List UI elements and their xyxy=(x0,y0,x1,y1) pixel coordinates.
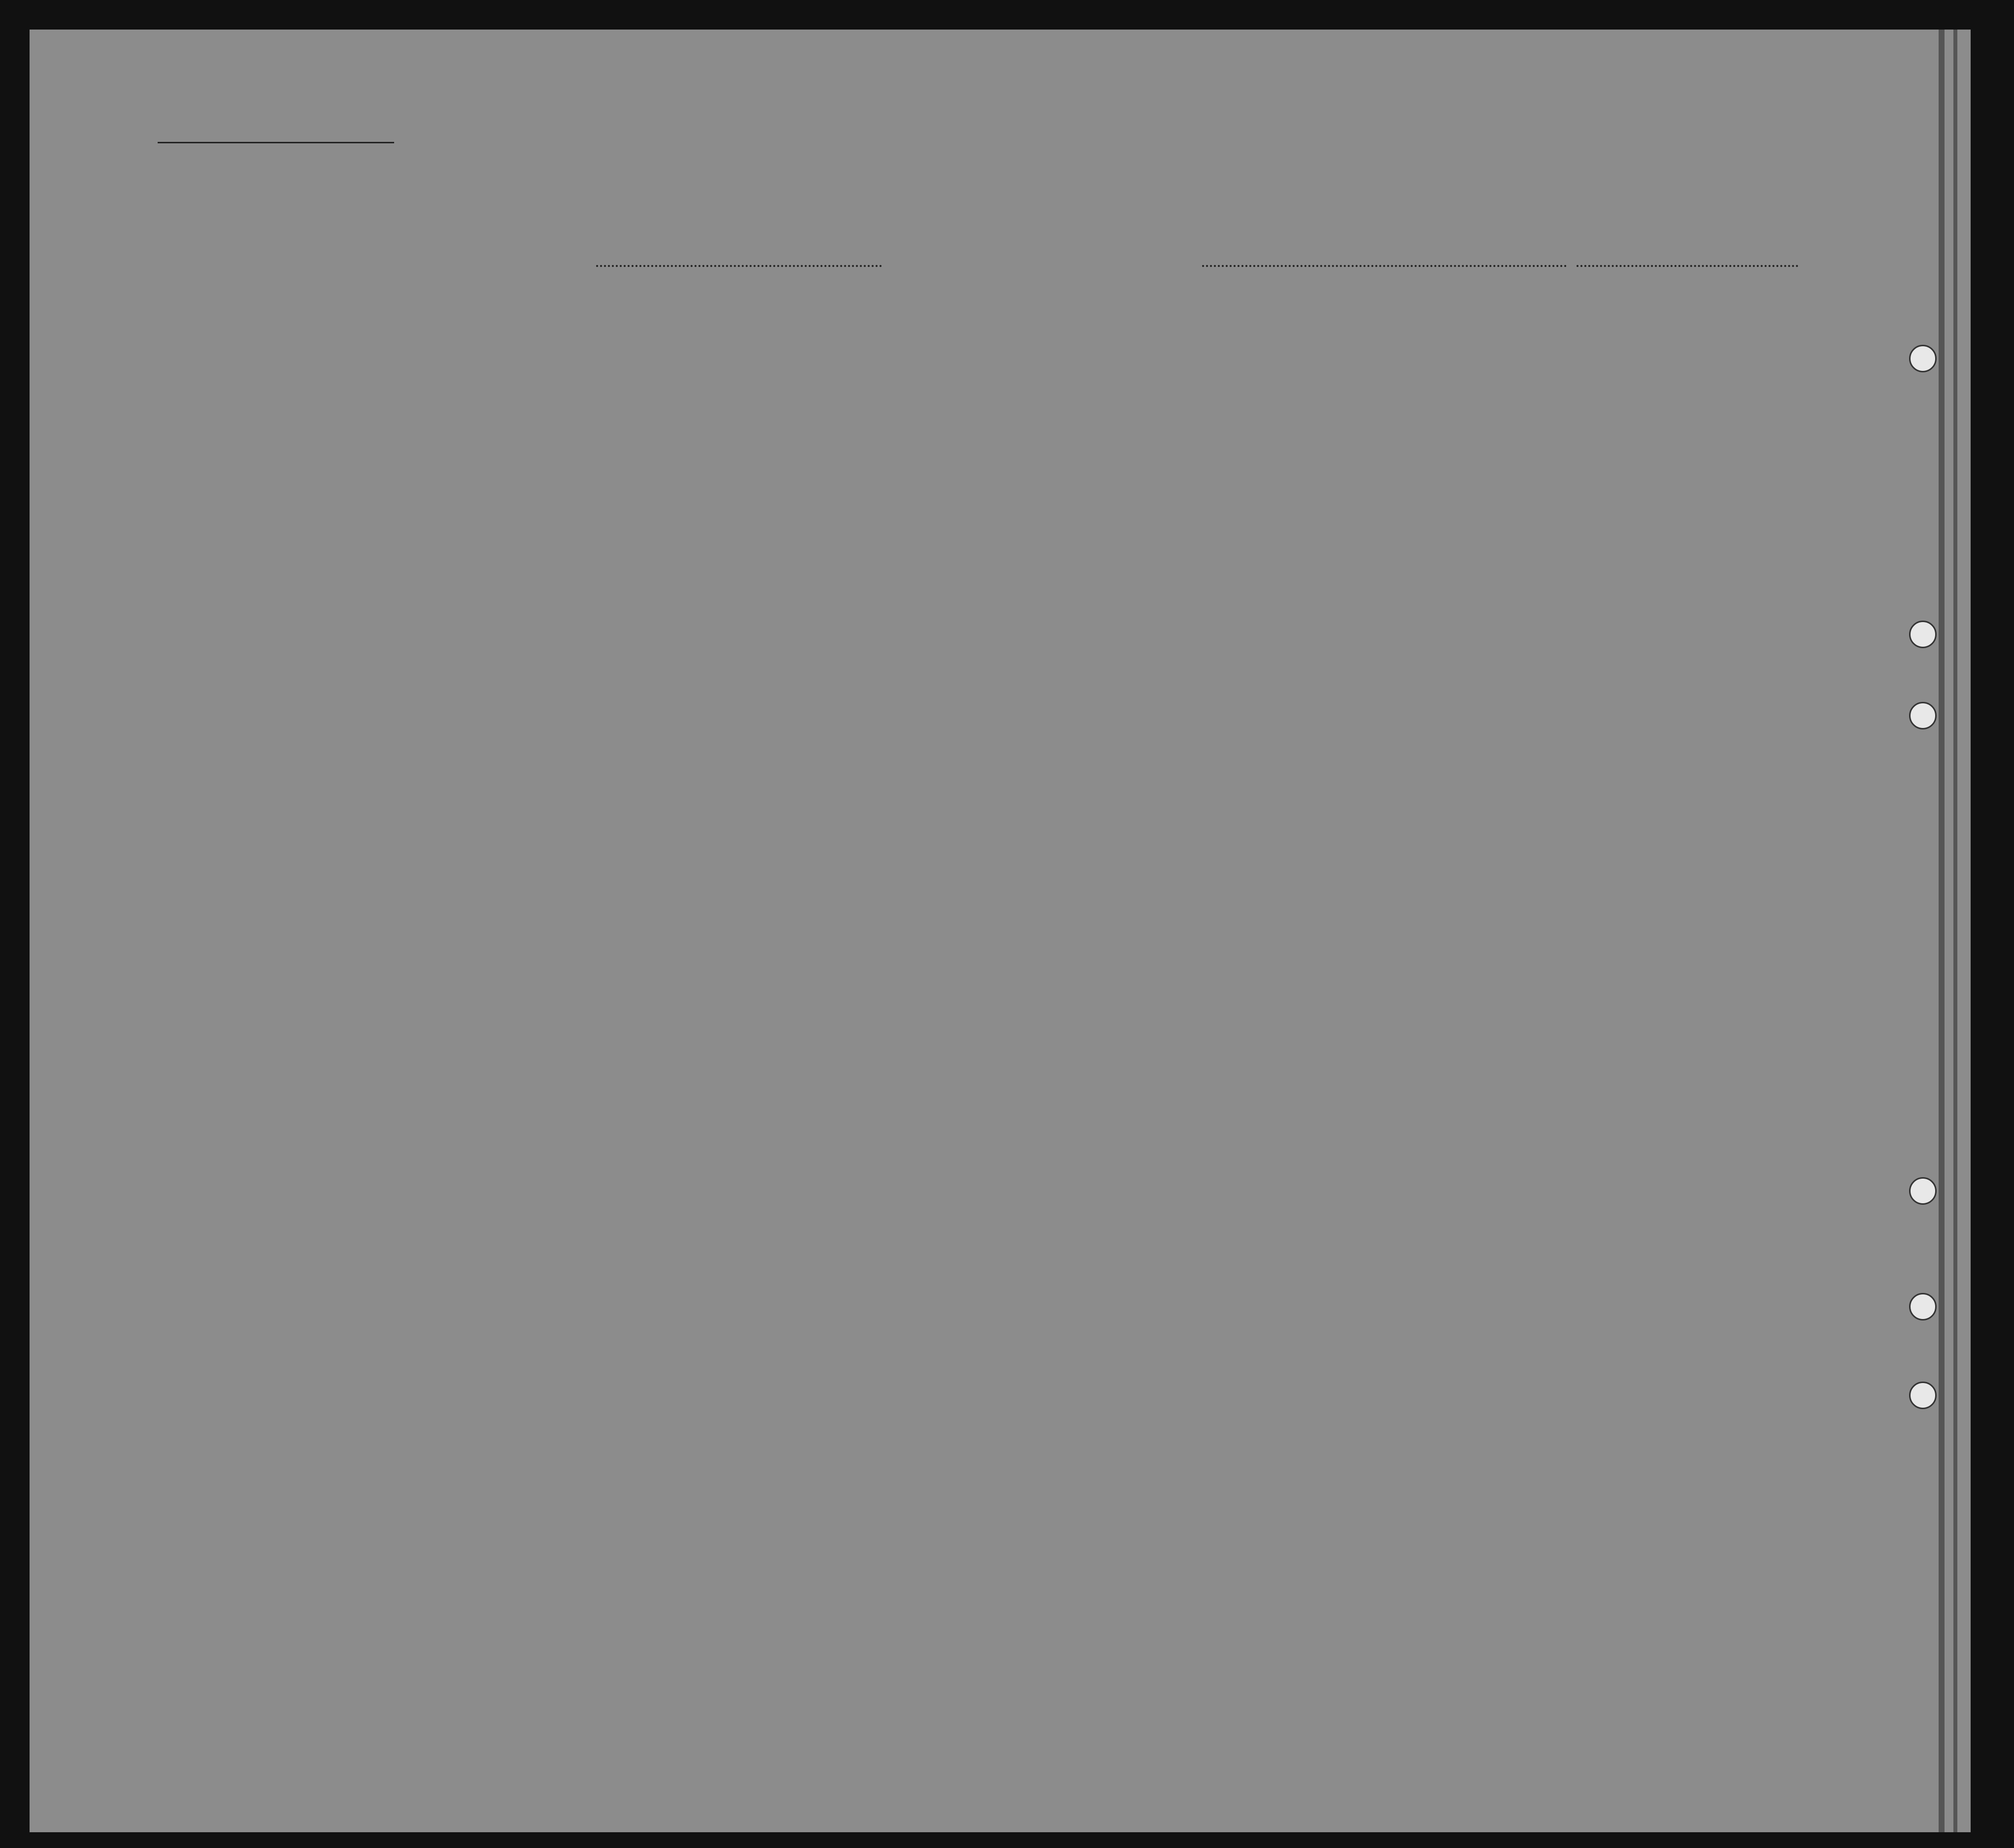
punch-hole xyxy=(1909,1177,1937,1205)
punch-hole xyxy=(1909,1293,1937,1320)
table-grid xyxy=(30,30,1971,1832)
punch-hole xyxy=(1909,702,1937,729)
punch-hole xyxy=(1909,1382,1937,1409)
punch-hole xyxy=(1909,345,1937,372)
punch-hole xyxy=(1909,621,1937,648)
manifest-sheet xyxy=(30,30,1971,1832)
